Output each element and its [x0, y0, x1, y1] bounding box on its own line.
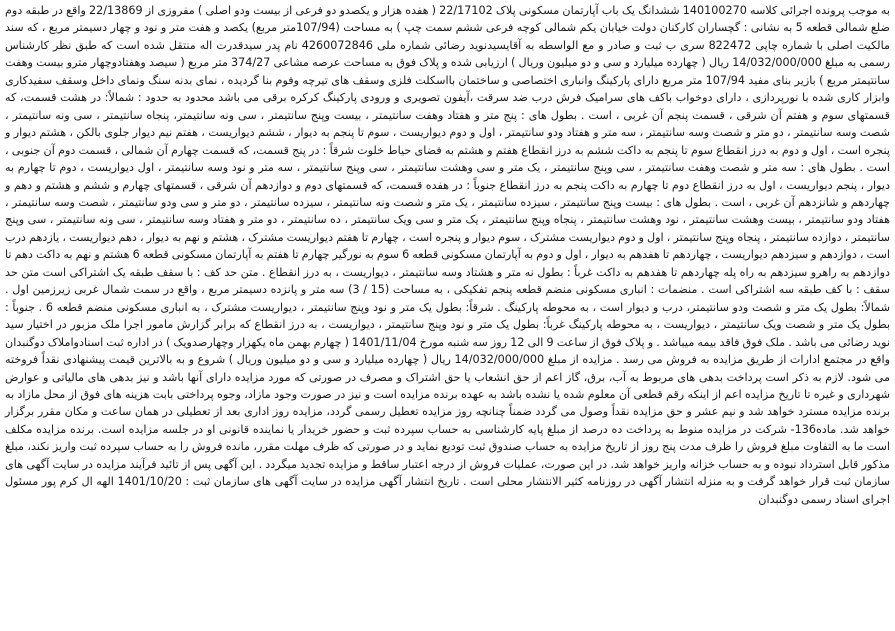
auction-notice-text: به موجب پرونده اجرائی کلاسه 140100270 ششدانگ یک باب آپارتمان مسکونی پلاک 22/17102 ( هفده هزار و یکصدو دو فرعی از بیست ودو اصلی ) مفروزی از 22/13869 واقع در طبقه دوم ضلع شمالی قطعه 5 به نشانی : گچساران کارکنان دولت خیابان یکم شمالی کوچه فرعی ششم سمت چپ ) به مساحت (107/94متر مربع) یکصد و هفت متر و نود و چهار دسیمتر مربع ، که سند مالکیت اصلی با شماره چاپی 822472 سری ب ثبت و صادر و مع الواسطه به آقایسیدنوید رضائی شماره ملی 4260072846 نام پدر سیدقدرت اله منتقل شده است که طبق نظر کارشناس رسمی به مبلغ 14/032/000/000 ریال ( چهارده میلیارد و سی و دو میلیون وریال ) ارزیابی شده و پلاک فوق به مساحت عرصه مشاعی 374/27 متر مربع ( سیصد وهفتادوچهار مترو بیست وهفت سانتیمتر مربع ) بازیر بنای مفید 107/94 متر مربع دارای پارکینگ وانباری اختصاصی و ساختمان بااسکلت فلزی وسقف های تیرچه وفوم بنا گردیده ، نمای بدنه سنگ ونمای داخل وسقف سفیدکاری وابزار کاری شده با نورپردازی ، دارای دوخواب باکف های سرامیک فرش درب ضد سرقت ،آیفون تصویری و ورودی پارکینگ کرکره برقی می باشد محدود به حدود : شمالاً: در هشت قسمت، که قسمتهای سوم و هفتم آن شرقی ، قسمت پنجم آن غربی ، است . بطول های : پنج متر و هفتاد وهفت سانتیمتر ، بیست وپنج سانتیمتر ، سی ونه سانتیمتر، پنجاه سانتیمتر ، سی ونه سانتیمتر ، شصت وسه سانتیمتر ، دو متر و شصت وسه سانتیمتر ، سه متر و هفتاد ودو سانتیمتر ، اول و دوم دیواریست ، سوم تا پنجم به دیوار ، ششم دیواریست ، هفتم نیم دیوار جلوی بالکن ، هشتم دیوار و پنجره است ، اول و دوم به درز انقطاع سوم تا پنجم به داکت ششم به درز انقطاع هفتم و هشتم به فضای حیاط خلوت شرقاً : در پنج قسمت، که قسمت چهارم آن شمالی ، قسمت دوم آن جنوبی ، است . بطول های : سه متر و شصت وهفت سانتیمتر ، سی وپنج سانتیمتر ، یک متر و سی وهشت سانتیمتر ، سی وپنج سانتیمتر ، سه متر و نود وسه سانتیمتر ، اول دیواریست ، دوم تا چهارم به دیوار ، پنجم دیواریست ، اول به درز انقطاع دوم تا چهارم به داکت پنجم به درز انقطاع جنوباً : در هفده قسمت، که قسمتهای دوم و دوازدهم آن شرقی ، قسمتهای چهارم و ششم و هشتم و دهم و چهاردهم و شانزدهم آن غربی ، است . بطول های : بیست وپنج سانتیمتر ، سیزده سانتیمتر ، یک متر و شصت ونه سانتیمتر ، سیزده سانتیمتر ، دو متر و سی ودو سانتیمتر ، شصت وسه سانتیمتر ، هفتاد ودو سانتیمتر ، بیست وهشت سانتیمتر ، نود وهشت سانتیمتر ، پنجاه وپنج سانتیمتر ، یک متر و سی ویک سانتیمتر ، ده سانتیمتر ، دو متر و هفتاد وسه سانتیمتر ، سی ونه سانتیمتر ، سی وپنج سانتیمتر ، دوازده سانتیمتر ، پنجاه وپنج سانتیمتر ، اول و دوم دیواریست مشترک ، سوم دیوار و پنجره است ، چهارم تا هفتم دیواریست مشترک ، هشتم و نهم به دیوار ، دهم دیواریست ، یازدهم درب است ، دوازدهم و سیزدهم دیواریست ، چهاردهم تا هفدهم به دیوار ، اول و دوم به آپارتمان مسکونی قطعه 6 سوم به نورگیر چهارم تا هفتم به آپارتمان مسکونی قطعه 6 هشتم و نهم به داکت دهم تا دوازدهم به راهرو سیزدهم به راه پله چهاردهم تا هفدهم به داکت غرباً : بطول نه متر و هشتاد وسه سانتیمتر ، دیواریست ، به درز انقطاع . متن حد کف : با سقف طبقه یک اشتراکی است متن حد سقف : با کف طبقه سه اشتراکی است . منضمات : انباری مسکونی منضم قطعه پنجم تفکیکی ، به مساحت (15 / 3) سه متر و پانزده دسیمتر مربع ، واقع در سمت شمال غربی زیرزمین اول . شمالاً: بطول یک متر و شصت ودو سانتیمتر، درب و دیوار است ، به محوطه پارکینگ . شرقاً: بطول یک متر و نود وپنج سانتیمتر ، دیواریست مشترک ، به انباری مسکونی منضم قطعه 6 . جنوباً : بطول یک متر و شصت ویک سانتیمتر ، دیواریست ، به محوطه پارکینگ غرباً: بطول یک متر و نود وپنج سانتیمتر ، دیواریست ، به درز انقطاع که برابر گزارش مامور اجرا ملک مزبور در اختیار سید نوید رضائی می باشد . ملک فوق فاقد بیمه میباشد . و پلاک فوق از ساعت 9 الی 12 روز سه شنبه مورخ 1401/11/04 ( چهارم بهمن ماه یکهزار وچهارصدویک ) در اداره ثبت اسنادواملاک دوگنبدان واقع در مجتمع ادارات از طریق مزایده به فروش می رسد . مزایده از مبلغ 14/032/000/000 ریال ( چهارده میلیارد و سی و دو میلیون وریال ) شروع و به بالاترین قیمت پیشنهادی نقداً فروخته می شود. لازم به ذکر است پرداخت بدهی های مربوط به آب، برق، گاز اعم از حق انشعاب یا حق اشتراک و مصرف در صورتی که مورد مزایده دارای آنها باشد و نیز بدهی های مالیاتی و عوارض شهرداری و غیره تا تاریخ مزایده اعم از اینکه رقم قطعی آن معلوم شده یا نشده باشد به عهده برنده مزایده است و نیز در صورت وجود مازاد، وجوه پرداختی بابت هزینه های فوق از محل مازاد به برنده مزایده مسترد خواهد شد و نیم عشر و حق مزایده نقداً وصول می گردد ضمناً چنانچه روز مزایده تعطیل رسمی گردد، مزایده روز اداری بعد از تعطیلی در همان ساعت و مکان مقرر برگزار خواهد شد. ماده136- شرکت در مزایده منوط به پرداخت ده درصد از مبلغ پایه کارشناسی به حساب سپرده ثبت و حضور خریدار یا نماینده قانونی او در جلسه مزایده است. برنده مزایده مکلف است ما به التفاوت مبلغ فروش را ظرف مدت پنج روز از تاریخ مزایده به حساب صندوق ثبت تودیع نماید و در صورتی که ظرف مهلت مقرر، مانده فروش را به حساب سپرده ثبت واریز نکند، مبلغ مذکور قابل استرداد نبوده و به حساب خزانه واریز خواهد شد. در این صورت، عملیات فروش از درجه اعتبار ساقط و مزایده تجدید میگردد . این آگهی پس از تائید فرآیند مزایده در سایت آگهی های سازمان ثبت قرار خواهد گرفت و به منزله انتشار آگهی در روزنامه کثیر الانتشار محلی است . تاریخ انتشار آگهی مزایده در سایت آگهی های سازمان ثبت : 1401/10/20 الهه ال کرم پور مسئول اجرای اسناد رسمی دوگنبدان [5, 4, 891, 506]
